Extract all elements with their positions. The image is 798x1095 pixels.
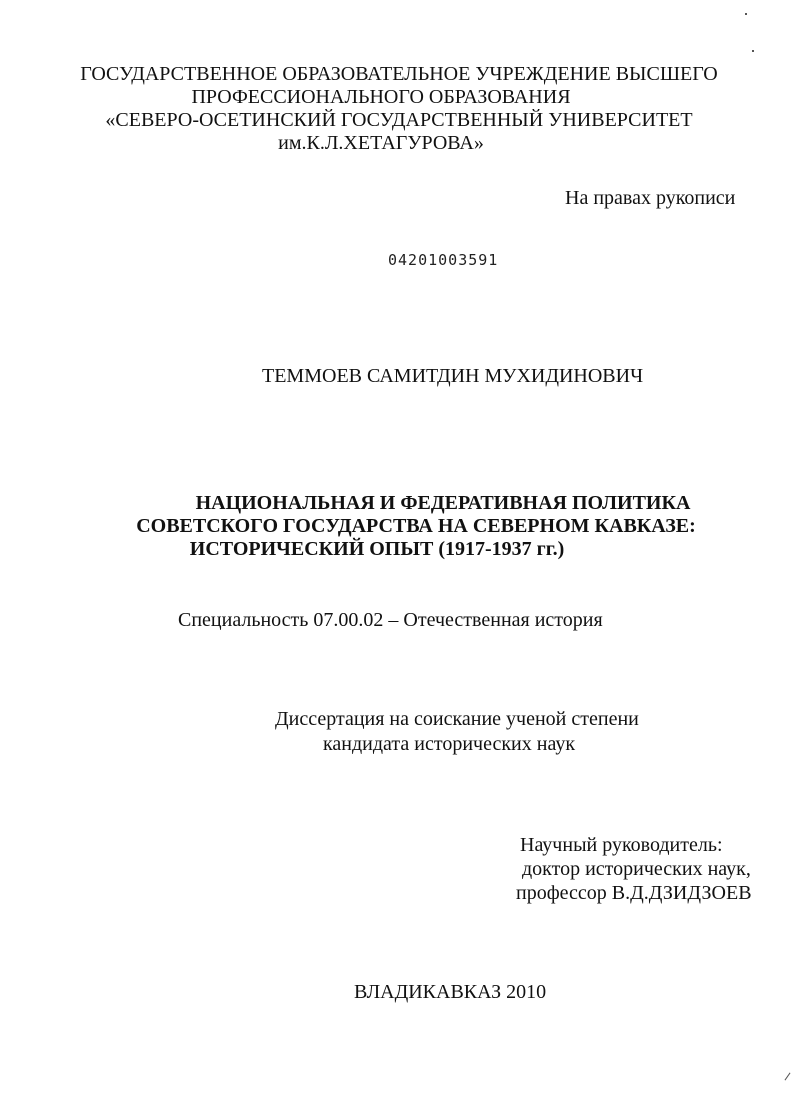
thesis-title-line-3: ИСТОРИЧЕСКИЙ ОПЫТ (1917-1937 гг.) xyxy=(189,538,565,560)
author-name: ТЕММОЕВ САМИТДИН МУХИДИНОВИЧ xyxy=(262,365,644,387)
institution-line-1: ГОСУДАРСТВЕННОЕ ОБРАЗОВАТЕЛЬНОЕ УЧРЕЖДЕНИЕ ВЫСШЕГО xyxy=(80,63,718,85)
archive-number: 04201003591 xyxy=(388,251,499,269)
institution-line-3: «СЕВЕРО-ОСЕТИНСКИЙ ГОСУДАРСТВЕННЫЙ УНИВЕРСИТЕТ xyxy=(105,109,693,131)
specialty: Специальность 07.00.02 – Отечественная история xyxy=(178,609,603,631)
thesis-title-line-1: НАЦИОНАЛЬНАЯ И ФЕДЕРАТИВНАЯ ПОЛИТИКА xyxy=(195,492,691,514)
institution-line-2: ПРОФЕССИОНАЛЬНОГО ОБРАЗОВАНИЯ xyxy=(191,86,571,108)
manuscript-note: На правах рукописи xyxy=(565,187,736,209)
advisor-name: профессор В.Д.ДЗИДЗОЕВ xyxy=(516,882,752,904)
city-year: ВЛАДИКАВКАЗ 2010 xyxy=(354,981,547,1003)
advisor-degree: доктор исторических наук, xyxy=(522,858,751,880)
scan-mark xyxy=(785,1073,791,1081)
dissertation-line-2: кандидата исторических наук xyxy=(323,733,576,755)
scan-speck xyxy=(745,13,747,15)
dissertation-line-1: Диссертация на соискание ученой степени xyxy=(275,708,639,730)
advisor-label: Научный руководитель: xyxy=(520,834,723,856)
institution-line-4: им.К.Л.ХЕТАГУРОВА» xyxy=(278,132,484,154)
scan-speck xyxy=(752,50,754,52)
thesis-title-line-2: СОВЕТСКОГО ГОСУДАРСТВА НА СЕВЕРНОМ КАВКАЗЕ: xyxy=(136,515,696,537)
